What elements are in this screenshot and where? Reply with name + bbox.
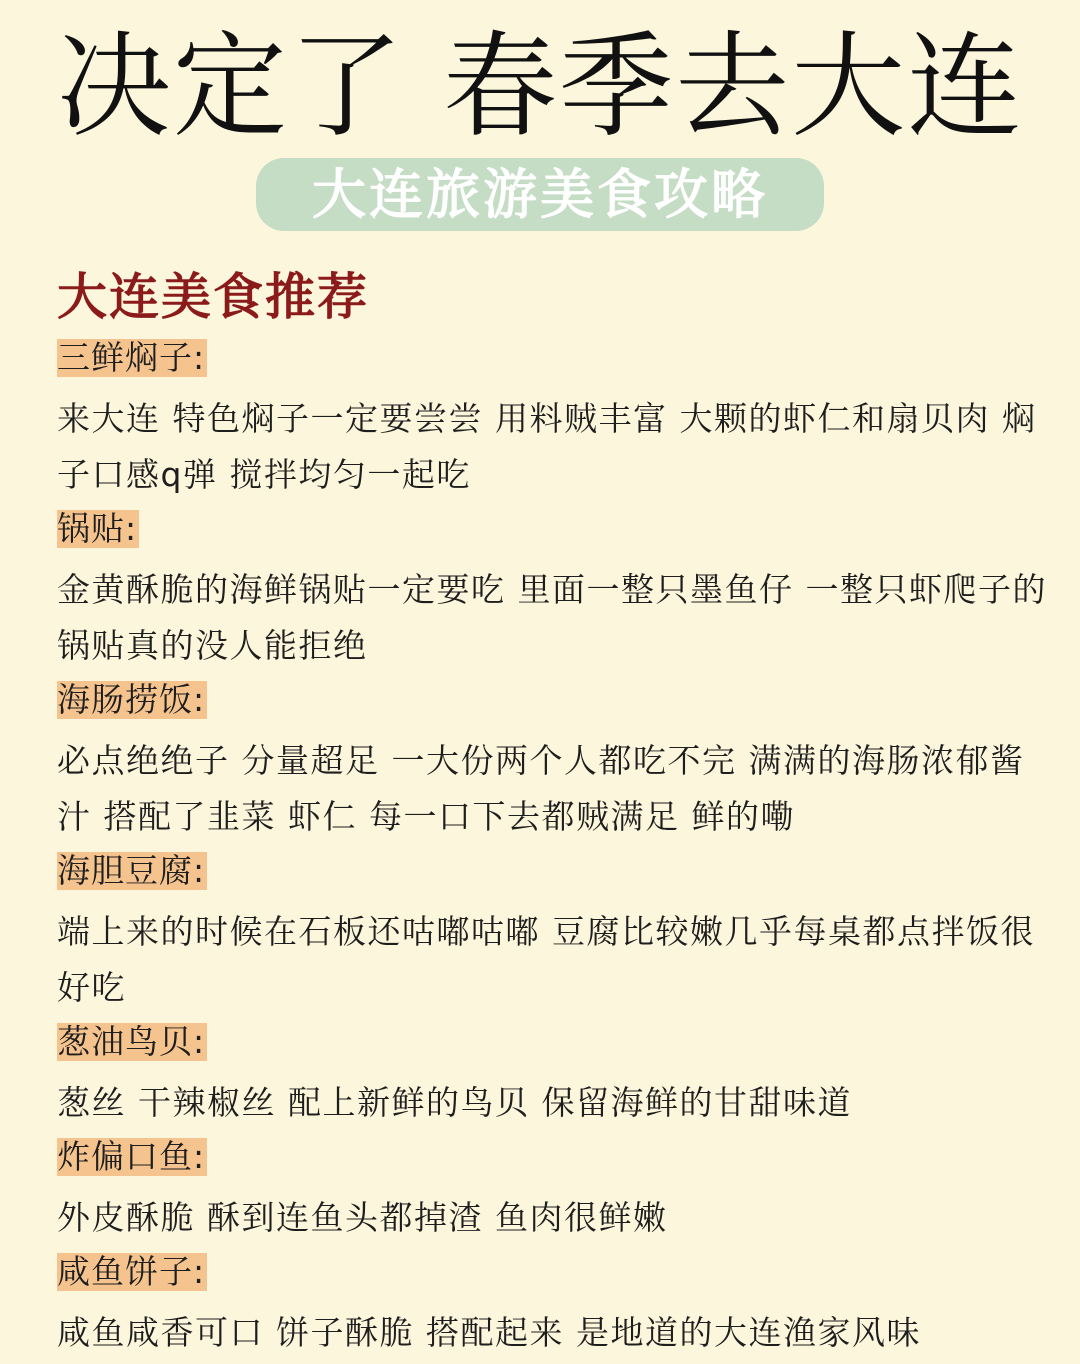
food-item [57, 1133, 1047, 1246]
food-list [57, 334, 1047, 1363]
food-item [57, 505, 1047, 674]
food-item-description: 葱丝 干辣椒丝 配上新鲜的鸟贝 保留海鲜的甘甜味道 [57, 1083, 852, 1122]
food-item-name: 海胆豆腐: [57, 851, 206, 890]
food-item-description: 金黄酥脆的海鲜锅贴一定要吃 里面一整只墨鱼仔 一整只虾爬子的锅贴真的没人能拒绝 [57, 570, 1047, 665]
food-item-description: 咸鱼咸香可口 饼子酥脆 搭配起来 是地道的大连渔家风味 [57, 1313, 921, 1352]
section-heading: 大连美食推荐 [57, 268, 369, 326]
food-item [57, 334, 1047, 503]
food-item-name: 葱油鸟贝: [57, 1022, 206, 1061]
food-item [57, 676, 1047, 845]
page-title: 决定了 春季去大连 [56, 20, 1024, 153]
food-item-name: 炸偏口鱼: [57, 1137, 206, 1176]
food-item [57, 847, 1047, 1016]
food-item-description: 端上来的时候在石板还咕嘟咕嘟 豆腐比较嫩几乎每桌都点拌饭很好吃 [57, 912, 1035, 1007]
food-item-name: 三鲜焖子: [57, 338, 206, 377]
food-item-name: 咸鱼饼子: [57, 1252, 206, 1291]
food-item-name: 锅贴: [57, 509, 138, 548]
food-item-name: 海肠捞饭: [57, 680, 206, 719]
food-item-description: 外皮酥脆 酥到连鱼头都掉渣 鱼肉很鲜嫩 [57, 1198, 668, 1237]
food-item [57, 1018, 1047, 1131]
food-item [57, 1248, 1047, 1361]
food-item-description: 来大连 特色焖子一定要尝尝 用料贼丰富 大颗的虾仁和扇贝肉 焖子口感q弹 搅拌均匀一起吃 [57, 399, 1037, 494]
food-item-description: 必点绝绝子 分量超足 一大份两个人都吃不完 满满的海肠浓郁酱汁 搭配了韭菜 虾仁 每一口下去都贼满足 鲜的嘞 [57, 741, 1025, 836]
subtitle-banner [256, 158, 824, 231]
subtitle-text: 大连旅游美食攻略 [312, 163, 768, 226]
